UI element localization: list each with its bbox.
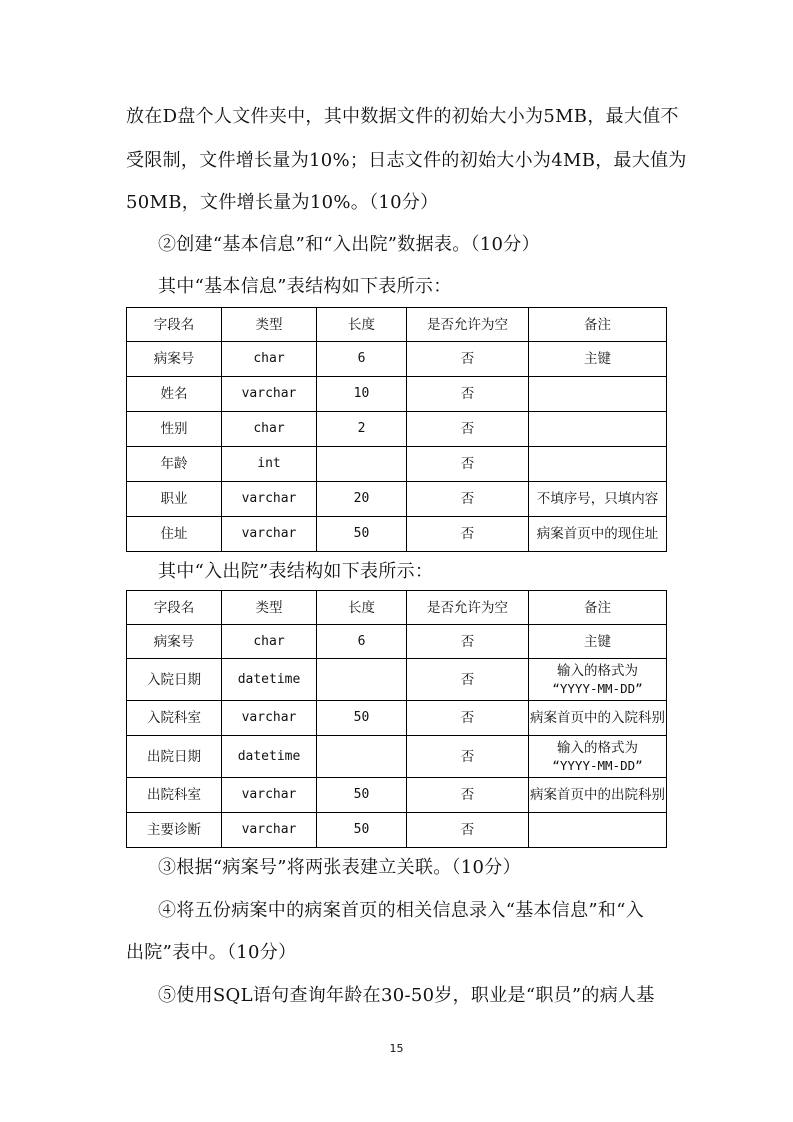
cell-field: 主要诊断 [127,813,222,848]
table-row [127,659,667,701]
cell-note: 主键 [529,342,667,377]
header-cell: 备注 [529,591,667,625]
cell-note [529,412,667,447]
header-cell: 是否允许为空 [407,308,529,342]
cell-note [529,813,667,848]
cell-field: 性别 [127,412,222,447]
table-row [127,736,667,778]
cell-length: 20 [317,482,407,517]
table-header-row [127,308,667,342]
admission-discharge-table [126,590,667,848]
basic-info-table [126,307,667,552]
cell-length: 50 [317,778,407,813]
cell-nullable: 否 [407,342,529,377]
cell-length: 50 [317,517,407,552]
cell-length: 2 [317,412,407,447]
cell-nullable: 否 [407,659,529,701]
paragraph-line: 放在D盘个人文件夹中，其中数据文件的初始大小为5MB，最大值不 [126,106,679,127]
cell-length: 10 [317,377,407,412]
cell-field: 出院科室 [127,778,222,813]
table-row [127,447,667,482]
paragraph-line: ②创建“基本信息”和“入出院”数据表。（10分） [158,234,540,255]
header-cell: 字段名 [127,591,222,625]
paragraph-line: 出院”表中。（10分） [126,942,297,963]
table-row [127,412,667,447]
cell-nullable: 否 [407,736,529,778]
paragraph-line: 受限制，文件增长量为10%；日志文件的初始大小为4MB，最大值为 [126,150,687,171]
cell-type: int [222,447,317,482]
cell-type: datetime [222,736,317,778]
cell-type: datetime [222,659,317,701]
cell-field: 年龄 [127,447,222,482]
cell-type: varchar [222,377,317,412]
cell-nullable: 否 [407,813,529,848]
cell-field: 入院日期 [127,659,222,701]
table-row [127,377,667,412]
cell-note: 主键 [529,625,667,659]
cell-type: char [222,342,317,377]
note-format: “YYYY-MM-DD” [552,680,643,696]
cell-note [529,447,667,482]
cell-nullable: 否 [407,482,529,517]
cell-nullable: 否 [407,778,529,813]
header-cell: 长度 [317,308,407,342]
cell-length [317,659,407,701]
cell-type: varchar [222,813,317,848]
header-cell: 是否允许为空 [407,591,529,625]
cell-field: 出院日期 [127,736,222,778]
cell-note [529,736,667,778]
cell-field: 病案号 [127,625,222,659]
cell-length: 50 [317,701,407,736]
cell-field: 姓名 [127,377,222,412]
cell-note: 病案首页中的入院科别 [529,701,667,736]
cell-field: 职业 [127,482,222,517]
table-row [127,701,667,736]
header-cell: 类型 [222,308,317,342]
cell-length: 50 [317,813,407,848]
header-cell: 类型 [222,591,317,625]
page-number: 15 [389,1042,404,1055]
cell-note: 不填序号，只填内容 [529,482,667,517]
header-cell: 备注 [529,308,667,342]
paragraph-line: 50MB，文件增长量为10%。（10分） [126,192,439,213]
paragraph-line: ③根据“病案号”将两张表建立关联。（10分） [158,857,521,878]
note-line: 输入的格式为 [557,739,638,756]
note-line: 输入的格式为 [557,662,638,679]
table-row [127,778,667,813]
cell-length: 6 [317,625,407,659]
table-header-row [127,591,667,625]
table-caption: 其中“基本信息”表结构如下表所示： [158,276,452,297]
paragraph-line: ⑤使用SQL语句查询年龄在30-50岁，职业是“职员”的病人基 [158,985,655,1006]
cell-nullable: 否 [407,701,529,736]
cell-type: varchar [222,517,317,552]
cell-length: 6 [317,342,407,377]
table-row [127,482,667,517]
cell-note [529,659,667,701]
cell-field: 住址 [127,517,222,552]
cell-field: 入院科室 [127,701,222,736]
cell-note [529,377,667,412]
table-row [127,342,667,377]
cell-type: varchar [222,778,317,813]
cell-note: 病案首页中的出院科别 [529,778,667,813]
cell-type: char [222,625,317,659]
cell-nullable: 否 [407,447,529,482]
cell-nullable: 否 [407,412,529,447]
cell-note: 病案首页中的现住址 [529,517,667,552]
header-cell: 长度 [317,591,407,625]
cell-nullable: 否 [407,377,529,412]
paragraph-line: ④将五份病案中的病案首页的相关信息录入“基本信息”和“入 [158,900,645,921]
table-row [127,625,667,659]
table-row [127,517,667,552]
header-cell: 字段名 [127,308,222,342]
table-row [127,813,667,848]
table-caption: 其中“入出院”表结构如下表所示： [158,561,434,582]
cell-field: 病案号 [127,342,222,377]
note-format: “YYYY-MM-DD” [552,757,643,773]
cell-length [317,736,407,778]
cell-type: varchar [222,482,317,517]
cell-type: char [222,412,317,447]
cell-nullable: 否 [407,517,529,552]
cell-length [317,447,407,482]
cell-type: varchar [222,701,317,736]
cell-nullable: 否 [407,625,529,659]
